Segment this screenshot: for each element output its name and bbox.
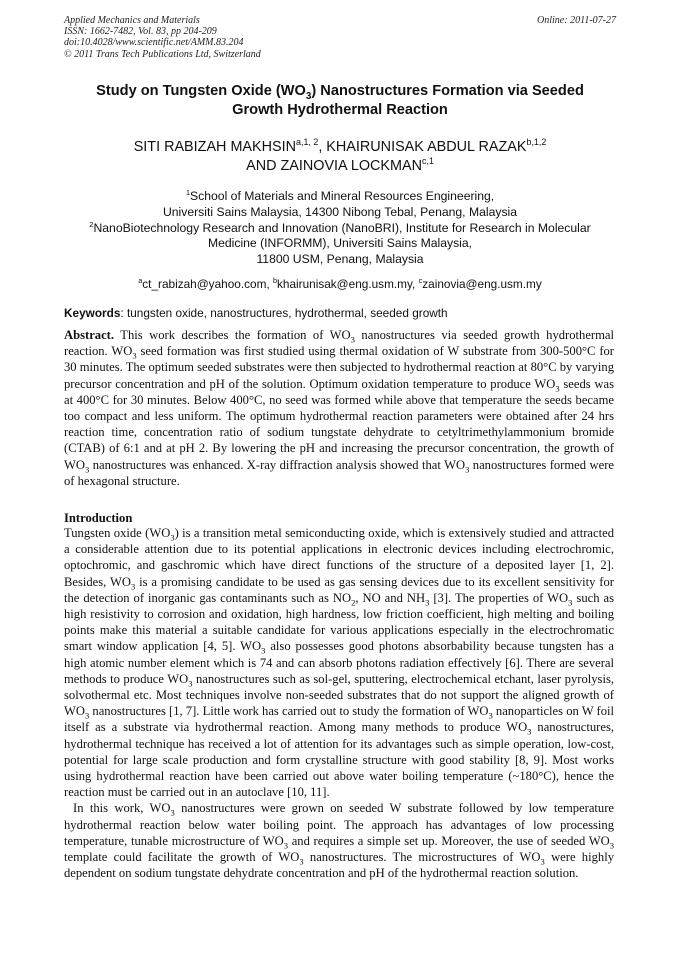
intro-text: is a promising candidate to be used as gas sensing devices due to its excellent sensitivity for the detection of inorganic gas contaminants such as NO bbox=[64, 574, 614, 605]
introduction-body bbox=[64, 525, 614, 881]
subscript: 3 bbox=[609, 840, 614, 851]
abstract-text: This work describes the formation of WO bbox=[114, 328, 351, 342]
introduction-heading: Introduction bbox=[64, 511, 133, 525]
abstract-label: Abstract. bbox=[64, 328, 115, 342]
intro-text: also possesses good photons absorbability because tungsten has a high atomic number element which is 74 and can absorb photons radiation effectively [6]. There are several methods to produce WO bbox=[64, 639, 614, 686]
author-list bbox=[60, 138, 620, 176]
affiliation-2-line2: Medicine (INFORMM), Universiti Sains Malaysia, bbox=[207, 236, 473, 251]
subscript: 3 bbox=[540, 856, 545, 867]
subscript: 3 bbox=[465, 464, 470, 475]
affiliation-1-mark: 1 bbox=[185, 187, 191, 197]
intro-text: , NO and NH bbox=[355, 590, 426, 605]
intro-paragraph-1 bbox=[64, 525, 614, 800]
author-3-affil: c,1 bbox=[422, 156, 434, 167]
abstract bbox=[64, 327, 614, 489]
intro-text: [3]. The properties of WO bbox=[429, 590, 569, 605]
intro-text: Tungsten oxide (WO bbox=[64, 526, 171, 540]
intro-text: nanostructures such as sol-gel, sputtering, electrochemical etchant, laser pyrolysis, solvothermal etc. Most techniques involve non-seeded substrates that do not support the aligned growth of WO bbox=[64, 671, 614, 719]
abstract-text: seed formation was first studied using thermal oxidation of W substrate from 300-500°C for 30 minutes. The optimum seeded substrates were then subjected to hydrothermal reaction at 80°C by varying precursor concentration and pH of the solution. Optimum oxidation temperature to produce WO bbox=[64, 344, 614, 391]
subscript: 3 bbox=[283, 840, 289, 851]
author-emails bbox=[60, 277, 620, 292]
intro-text: nanostructures. The microstructures of WO bbox=[303, 850, 541, 865]
affiliation-1-text: School of Materials and Mineral Resources Engineering, bbox=[190, 189, 495, 203]
subscript: 3 bbox=[130, 581, 136, 592]
email-c[interactable]: zainovia@eng.usm.my bbox=[422, 277, 542, 291]
journal-name: Applied Mechanics and Materials bbox=[64, 15, 200, 26]
online-date: Online: 2011-07-27 bbox=[537, 15, 616, 26]
subscript: 3 bbox=[488, 710, 493, 721]
subscript: 3 bbox=[170, 807, 175, 818]
email-a-mark: a bbox=[138, 276, 143, 286]
abstract-text: nanostructures formed were of hexagonal structure. bbox=[64, 457, 614, 488]
author-3: AND ZAINOVIA LOCKMAN bbox=[246, 158, 423, 174]
keywords-label: Keywords bbox=[64, 306, 121, 320]
email-c-mark: c bbox=[418, 276, 423, 286]
abstract-text: nanostructures was enhanced. X-ray diffraction analysis showed that WO bbox=[89, 457, 466, 472]
email-a[interactable]: ct_rabizah@yahoo.com, bbox=[142, 277, 273, 291]
intro-text: nanoparticles on W foil itself as a substrate via hydrothermal reaction. Among many methods to produce WO bbox=[64, 704, 615, 735]
affiliation-2-line1 bbox=[60, 221, 620, 237]
intro-text: such as high resistivity to corrosion and oxidation, high hardness, low friction coefficient, high melting and boiling points make this material a suitable candidate for various applications especially in the electrochromatic smart window application [4, 5]. WO bbox=[64, 590, 614, 654]
subscript: 3 bbox=[350, 334, 355, 345]
subscript: 3 bbox=[170, 532, 175, 543]
author-1: SITI RABIZAH MAKHSIN bbox=[133, 139, 297, 155]
subscript: 3 bbox=[299, 856, 304, 867]
intro-text: ) is a transition metal semiconducting oxide, which is extensively studied and attracted a considerable attention due to its potential applications in electronic devices including electrochromic, optochromic, and gaschromic which have direct functions of the structure of a deposited layer [1, 2]. Besides, WO bbox=[64, 526, 614, 589]
subscript: 3 bbox=[425, 597, 430, 608]
subscript: 3 bbox=[188, 678, 193, 689]
subscript: 3 bbox=[555, 383, 560, 394]
subscript: 3 bbox=[261, 645, 266, 656]
title-part2: ) Nanostructures Formation via Seeded bbox=[311, 83, 584, 99]
email-b[interactable]: khairunisak@eng.usm.my, bbox=[277, 277, 419, 291]
title-part1: Study on Tungsten Oxide (WO bbox=[96, 83, 306, 99]
title-line2: Growth Hydrothermal Reaction bbox=[232, 101, 448, 118]
email-b-mark: b bbox=[272, 276, 278, 286]
intro-text: were highly dependent on sodium tungstate dehydrate concentration and pH of the hydrothermal reaction solution. bbox=[64, 850, 614, 881]
subscript: 3 bbox=[84, 464, 90, 475]
subscript: 2 bbox=[351, 597, 356, 608]
paper-title bbox=[60, 82, 620, 119]
copyright-line: © 2011 Trans Tech Publications Ltd, Switzerland bbox=[64, 48, 261, 60]
affiliation-1-line1 bbox=[60, 189, 620, 205]
abstract-text: seeds was at 400°C for 30 minutes. Below 400°C, no seed was formed while above that temperature the seeds became too compact and less uniform. The optimum hydrothermal reaction parameters were obtained after 24 hrs reaction time, concentration ratio of sodium tungstate dehydrate to cetyltrimethylammonium bromide (CTAB) of 6:1 and at pH 2. By lowering the pH and increasing the precursor concentration, the growth of WO bbox=[64, 376, 614, 472]
affiliation-2-mark: 2 bbox=[89, 219, 94, 229]
affiliation-2-line3: 11800 USM, Penang, Malaysia bbox=[256, 252, 424, 267]
subscript: 3 bbox=[568, 597, 573, 608]
intro-text: In this work, WO bbox=[73, 801, 171, 816]
intro-text: nanostructures were grown on seeded W substrate followed by low temperature hydrothermal reaction below water boiling point. The approach has advantages of low processing temperature, tunable microstructure of WO bbox=[64, 801, 614, 848]
affiliation-1-line2: Universiti Sains Malaysia, 14300 Nibong Tebal, Penang, Malaysia bbox=[162, 204, 518, 219]
abstract-text: nanostructures via seeded growth hydrothermal reaction. WO bbox=[64, 328, 615, 359]
author-2: , KHAIRUNISAK ABDUL RAZAK bbox=[318, 139, 527, 155]
author-1-affil: a,1, 2 bbox=[296, 137, 319, 148]
keywords bbox=[64, 306, 616, 321]
journal-header bbox=[64, 15, 616, 60]
affiliations bbox=[60, 189, 620, 268]
title-subscript: 3 bbox=[305, 90, 312, 102]
intro-paragraph-2 bbox=[64, 800, 614, 881]
intro-text: nanostructures, hydrothermal technique has received a lot of attention for its advantages such as simple operation, low-cost, potential for large scale production and form crystalline structure with good stability [8, 9]. Most works using hydrothermal reaction have been carried out above water boiling temperature (~180°C), hence the reaction must be carried out in an autoclave [10, 11]. bbox=[64, 720, 614, 800]
author-2-affil: b,1,2 bbox=[526, 137, 547, 148]
affiliation-2-text: NanoBiotechnology Research and Innovation (NanoBRI), Institute for Research in Molecular bbox=[93, 220, 591, 235]
doi-line: doi:10.4028/www.scientific.net/AMM.83.204 bbox=[64, 37, 244, 49]
subscript: 3 bbox=[527, 726, 532, 737]
subscript: 3 bbox=[84, 710, 90, 721]
issn-line: ISSN: 1662-7482, Vol. 83, pp 204-209 bbox=[64, 26, 217, 38]
subscript: 3 bbox=[132, 350, 137, 361]
intro-text: and requires a simple set up. Moreover, the use of seeded WO bbox=[288, 833, 610, 848]
intro-text: nanostructures [1, 7]. Little work has carried out to study the formation of WO bbox=[89, 704, 489, 719]
keywords-text: : tungsten oxide, nanostructures, hydrothermal, seeded growth bbox=[120, 306, 448, 320]
intro-text: template could facilitate the growth of WO bbox=[64, 850, 300, 865]
